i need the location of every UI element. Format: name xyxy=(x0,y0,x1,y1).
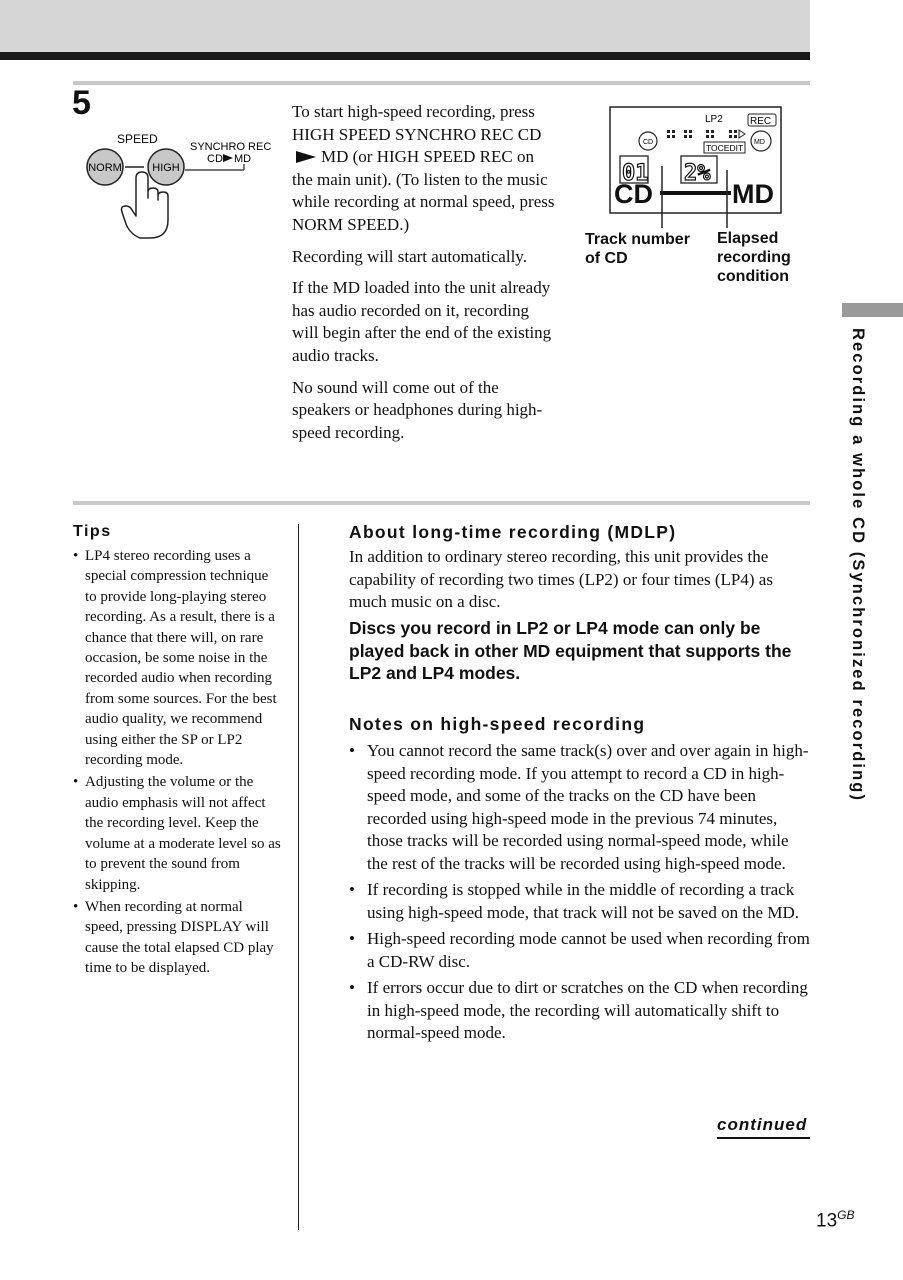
side-tab-marker xyxy=(842,303,903,317)
section-divider-middle xyxy=(73,501,810,505)
mdlp-warning: Discs you record in LP2 or LP4 mode can only be played back in other MD equipment that supports the LP2 and LP4 modes. xyxy=(349,618,792,683)
header-rule xyxy=(0,52,810,60)
tocedit-indicator: TOCEDIT xyxy=(706,143,744,153)
page-number: $13^{GB}$ xyxy=(816,1208,855,1232)
step-instructions xyxy=(292,101,557,453)
list-item: • You cannot record the same track(s) over and over again in high-speed recording mode. If you attempt to record a CD in high-speed mode, and some of the tracks on the CD have been recorded using high-speed mode in the previous 74 minutes, those tracks will be recorded using normal-speed mode, while the rest of the tracks will be recorded using high-speed mode. xyxy=(349,740,811,875)
side-chapter-title: Recording a whole CD (Synchronized recording) xyxy=(849,328,867,803)
step-paragraph: No sound will come out of the speakers or headphones during high-speed recording. xyxy=(292,377,543,442)
list-item: • High-speed recording mode cannot be used when recording from a CD-RW disc. xyxy=(349,928,811,973)
step-paragraph: To start high-speed recording, press HIGH SPEED SYNCHRO REC CDMD (or HIGH SPEED REC on the main unit). (To listen to the music while recording at normal speed, press NORM SPEED.) xyxy=(292,102,555,234)
list-item: • Adjusting the volume or the audio emphasis will not affect the recording level. Keep the volume at a moderate level so as to prevent the sound from skipping. xyxy=(73,772,283,894)
md-big-label: MD xyxy=(732,179,774,209)
cd-small-label: CD xyxy=(643,139,654,146)
section-divider-top xyxy=(73,81,810,85)
norm-label: NORM xyxy=(88,162,122,174)
caption-elapsed: Elapsed recording condition xyxy=(717,230,791,285)
step-paragraph: Recording will start automatically. xyxy=(292,246,527,266)
lp2-indicator: LP2 xyxy=(705,114,723,125)
elapsed-percent-digits: 2% xyxy=(684,161,711,186)
continued-label: continued xyxy=(717,1115,808,1134)
high-label: HIGH xyxy=(152,162,180,174)
caption-track-number: Track number of CD xyxy=(585,231,690,267)
step-number: 5 xyxy=(72,84,91,122)
column-divider xyxy=(298,524,299,1230)
track-number-digits: 01 xyxy=(622,161,649,186)
notes-heading: Notes on high-speed recording xyxy=(349,714,646,734)
tips-list xyxy=(73,546,283,981)
md-small-label: MD xyxy=(754,139,765,146)
continued-underline xyxy=(717,1137,810,1139)
list-item: • When recording at normal speed, pressing DISPLAY will cause the total elapsed CD play time to be displayed. xyxy=(73,897,283,979)
synchro-md-label: MD xyxy=(234,153,252,165)
list-item: • If errors occur due to dirt or scratches on the CD when recording in high-speed mode, the recording will automatically shift to normal-speed mode. xyxy=(349,977,811,1045)
cd-big-label: CD xyxy=(614,179,653,209)
step-paragraph: If the MD loaded into the unit already has audio recorded on it, recording will begin after the end of the existing audio tracks. xyxy=(292,278,552,365)
notes-list xyxy=(349,740,811,1049)
rec-indicator: REC xyxy=(750,116,772,127)
tips-heading: Tips xyxy=(73,523,112,540)
display-callout-lines xyxy=(609,106,784,236)
speed-label: SPEED xyxy=(117,132,158,146)
play-arrow-icon xyxy=(296,151,316,163)
list-item: • LP4 stereo recording uses a special compression technique to provide long-playing stereo recording. As a result, there is a chance that there will, on rare occasion, be some noise in the recorded audio when recording from some sources. For the best audio quality, we recommend using either the SP or LP2 recording mode. xyxy=(73,546,283,770)
synchro-rec-label: SYNCHRO REC xyxy=(190,141,272,153)
mdlp-heading: About long-time recording (MDLP) xyxy=(349,522,677,542)
synchro-cd-label: CD xyxy=(207,153,223,165)
header-band xyxy=(0,0,810,52)
speed-buttons-figure xyxy=(84,126,274,246)
mdlp-body: In addition to ordinary stereo recording, this unit provides the capability of recording two times (LP2) or four times (LP4) as much music on a disc. xyxy=(349,547,773,611)
list-item: • If recording is stopped while in the middle of recording a track using high-speed mode, that track will not be saved on the MD. xyxy=(349,879,811,924)
